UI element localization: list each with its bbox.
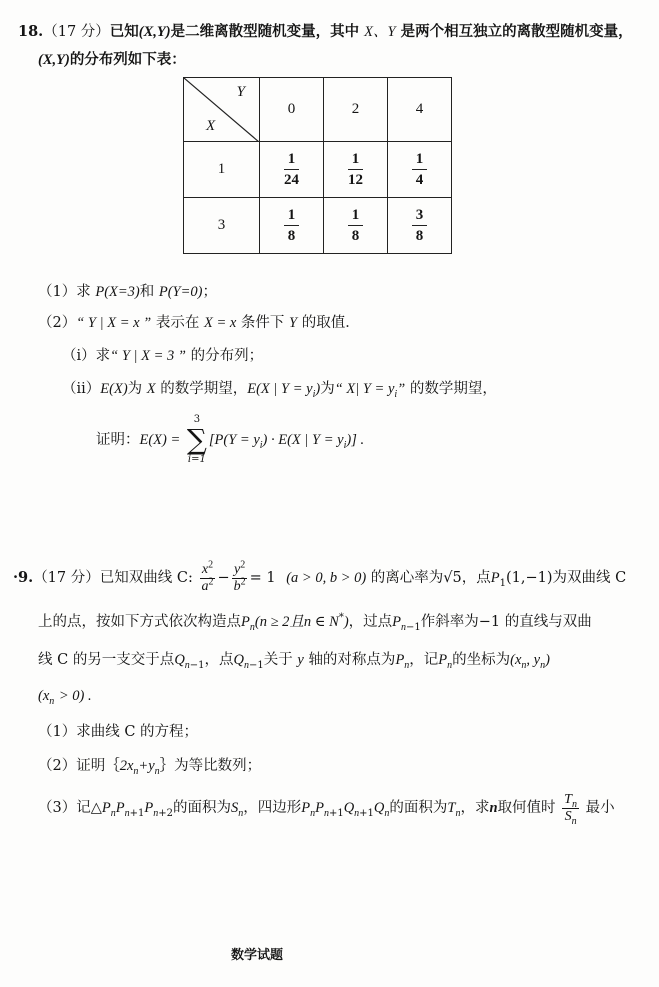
- x-value: 1: [184, 142, 260, 198]
- prob-cell: $\frac{1}{8}$: [260, 198, 324, 254]
- corner-x-label: X: [206, 118, 216, 134]
- q18-stem-line2: (X,Y)的分布列如下表：: [38, 51, 186, 68]
- fraction-y2-b2: $\frac{y^2}{b^2}$: [233, 558, 246, 594]
- q19-stem-line2: 上的点，按如下方式依次构造点$P_n(n \ge 2$且n ∈ N*)，过点$P_{n-1}$作斜率为−1 的直线与双曲: [38, 612, 592, 633]
- diagonal-line: [184, 78, 259, 142]
- prob-cell: $\frac{1}{24}$: [260, 142, 324, 198]
- x-value: 3: [184, 198, 260, 254]
- table-row: [184, 142, 452, 198]
- y-header: 4: [388, 78, 452, 142]
- prob-cell: $\frac{1}{8}$: [324, 198, 388, 254]
- q19-part1: （1）求曲线 C 的方程；: [38, 724, 199, 740]
- q19-stem-line3: 线 C 的另一支交于点$Q_{n-1}$，点$Q_{n-1}$关于 y 轴的对称点为$P_n$，记$P_n$的坐标为($x_n$, $y_n$): [38, 652, 550, 671]
- y-header: 0: [260, 78, 324, 142]
- q19-stem-line4: $(x_n > 0)$ .: [38, 688, 92, 707]
- q18-part2-i: （i）求“ Y | X = 3 ” 的分布列；: [62, 348, 264, 364]
- prob-cell: $\frac{1}{12}$: [324, 142, 388, 198]
- prob-cell: $\frac{3}{8}$: [388, 198, 452, 254]
- fraction-x2-a2: $\frac{x^2}{a^2}$: [201, 558, 214, 594]
- page-footer: 数学试题: [231, 948, 284, 963]
- q19-part2: （2）证明$\{2x_n+y_n\}$为等比数列；: [38, 758, 262, 777]
- q19-part3: （3）记$\triangle P_nP_{n+1}P_{n+2}$的面积为$S_n$，四边形$P_nP_{n+1}Q_{n+1}Q_n$的面积为$T_n$，求n取何值时 $\frac{T_n}{S_n}$ 最小: [38, 791, 615, 827]
- table-corner-cell: [184, 78, 260, 142]
- corner-y-label: Y: [236, 84, 245, 100]
- q18-proof: 证明：E(X) = 3 ∑ i=1 [$P(Y = y_i) \cdot E(X$ | $Y = y_i$)] .: [96, 414, 365, 465]
- table-row: [184, 198, 452, 254]
- q19-stem-line1: ·9.（17 分）已知双曲线 C: $\frac{x^2}{a^2}$ − $\frac{y^2}{b^2}$ = 1 (a > 0, b > 0) 的离心率为√5，点$P_1(1,-1)$为双曲线 C: [13, 558, 627, 594]
- q18-part2: （2）“ Y | X = x ” 表示在 X = x 条件下 Y 的取值．: [38, 315, 360, 331]
- q19-number: ·9.: [13, 569, 34, 586]
- distribution-table: [183, 77, 452, 254]
- q18-number: 18.: [18, 23, 44, 40]
- q18-part2-ii: （ii）E(X)为 X 的数学期望，E(X | $Y = y_i$)为“ X| $Y = y_i$” 的数学期望，: [62, 381, 497, 400]
- q18-part1: （1）求 P(X=3)和 P(Y=0)；: [38, 284, 217, 300]
- q18-stem-line1: 18.（17 分）已知(X,Y)是二维离散型随机变量，其中 X、Y 是两个相互独立的离散型随机变量，: [18, 23, 633, 40]
- fraction-tn-sn: $\frac{T_n}{S_n}$: [564, 791, 577, 827]
- prob-cell: $\frac{1}{4}$: [388, 142, 452, 198]
- summation-symbol: 3 ∑ i=1: [186, 414, 207, 465]
- y-header: 2: [324, 78, 388, 142]
